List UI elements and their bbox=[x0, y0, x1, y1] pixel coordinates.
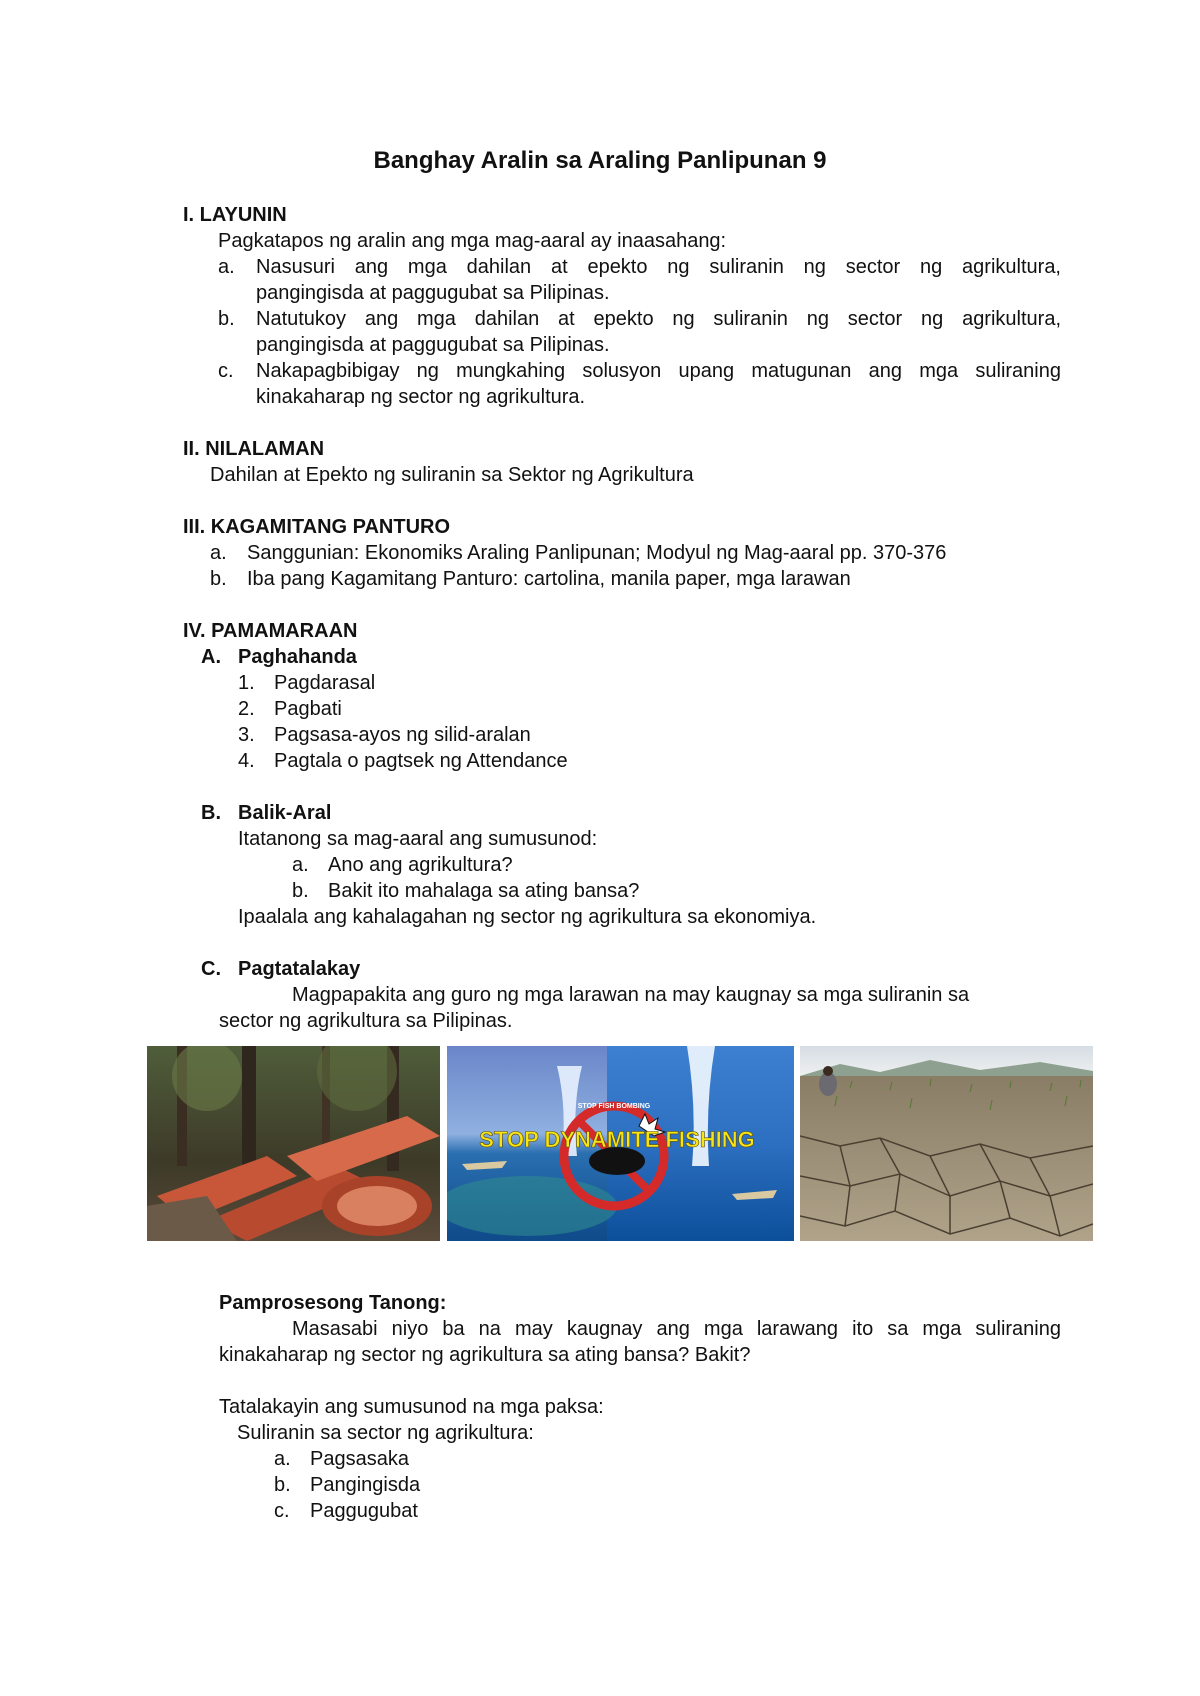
pagtatalakay-text: Magpapakita ang guro ng mga larawan na may kaugnay sa mga suliranin sa bbox=[292, 984, 970, 1006]
list-item: Pagtala o pagtsek ng Attendance bbox=[274, 750, 568, 772]
banner-text: STOP DYNAMITE FISHING bbox=[479, 1127, 755, 1152]
list-item: Bakit ito mahalaga sa ating bansa? bbox=[328, 880, 640, 902]
photo-drought-farmland bbox=[800, 1046, 1093, 1241]
list-item: Pangingisda bbox=[310, 1474, 421, 1496]
list-item-continued: pangingisda at paggugubat sa Pilipinas. bbox=[256, 282, 610, 304]
list-marker: 1. bbox=[238, 672, 255, 694]
section-heading-layunin: I. LAYUNIN bbox=[183, 204, 287, 226]
list-marker: a. bbox=[210, 542, 227, 564]
subsection-heading-balik-aral: Balik-Aral bbox=[238, 802, 332, 824]
list-marker: 2. bbox=[238, 698, 255, 720]
nilalaman-text: Dahilan at Epekto ng suliranin sa Sektor ng Agrikultura bbox=[210, 464, 694, 486]
list-item-continued: pangingisda at paggugubat sa Pilipinas. bbox=[256, 334, 610, 356]
list-marker: a. bbox=[274, 1448, 291, 1470]
list-marker: 4. bbox=[238, 750, 255, 772]
balik-aral-note: Ipaalala ang kahalagahan ng sector ng agrikultura sa ekonomiya. bbox=[238, 906, 817, 928]
list-item: Natutukoy ang mga dahilan at epekto ng suliranin ng sector ng agrikultura, bbox=[256, 308, 1061, 330]
list-item: Nakapagbibigay ng mungkahing solusyon upang matugunan ang mga suliraning bbox=[256, 360, 1061, 382]
list-item: Pagdarasal bbox=[274, 672, 376, 694]
list-item: Pagsasa-ayos ng silid-aralan bbox=[274, 724, 531, 746]
pagtatalakay-text-continued: sector ng agrikultura sa Pilipinas. bbox=[219, 1010, 513, 1032]
talakayin-intro: Tatalakayin ang sumusunod na mga paksa: bbox=[219, 1396, 604, 1418]
list-marker: a. bbox=[292, 854, 309, 876]
pamprosesong-tanong-text-continued: kinakaharap ng sector ng agrikultura sa ating bansa? Bakit? bbox=[219, 1344, 751, 1366]
subsection-heading-paghahanda: Paghahanda bbox=[238, 646, 357, 668]
subsection-marker: C. bbox=[201, 958, 221, 980]
list-item: Ano ang agrikultura? bbox=[328, 854, 513, 876]
badge-text: STOP FISH BOMBING bbox=[577, 1103, 651, 1110]
pamprosesong-tanong-heading: Pamprosesong Tanong: bbox=[219, 1292, 447, 1314]
list-marker: b. bbox=[292, 880, 309, 902]
section-heading-kagamitan: III. KAGAMITANG PANTURO bbox=[183, 516, 451, 538]
list-marker: c. bbox=[218, 360, 234, 382]
list-item: Nasusuri ang mga dahilan at epekto ng suliranin ng sector ng agrikultura, bbox=[256, 256, 1061, 278]
talakayin-sub: Suliranin sa sector ng agrikultura: bbox=[237, 1422, 534, 1444]
pamprosesong-tanong-text: Masasabi niyo ba na may kaugnay ang mga larawang ito sa mga suliraning bbox=[292, 1318, 1061, 1340]
list-marker: a. bbox=[218, 256, 235, 278]
subsection-marker: A. bbox=[201, 646, 221, 668]
list-item: Paggugubat bbox=[310, 1500, 418, 1522]
list-marker: b. bbox=[218, 308, 235, 330]
list-item: Pagsasaka bbox=[310, 1448, 409, 1470]
list-item: Sanggunian: Ekonomiks Araling Panlipunan; Modyul ng Mag-aaral pp. 370-376 bbox=[247, 542, 947, 564]
balik-aral-intro: Itatanong sa mag-aaral ang sumusunod: bbox=[238, 828, 598, 850]
list-marker: b. bbox=[274, 1474, 291, 1496]
list-item: Pagbati bbox=[274, 698, 342, 720]
photo-deforestation bbox=[147, 1046, 440, 1241]
page-title: Banghay Aralin sa Araling Panlipunan 9 bbox=[373, 147, 827, 174]
section-heading-nilalaman: II. NILALAMAN bbox=[183, 438, 325, 460]
subsection-heading-pagtatalakay: Pagtatalakay bbox=[238, 958, 361, 980]
section-heading-pamamaraan: IV. PAMAMARAAN bbox=[183, 620, 358, 642]
list-marker: b. bbox=[210, 568, 227, 590]
list-marker: c. bbox=[274, 1500, 290, 1522]
photo-dynamite-fishing bbox=[447, 1046, 794, 1241]
layunin-intro: Pagkatapos ng aralin ang mga mag-aaral ay inaasahang: bbox=[218, 230, 727, 252]
list-item: Iba pang Kagamitang Panturo: cartolina, manila paper, mga larawan bbox=[247, 568, 851, 590]
subsection-marker: B. bbox=[201, 802, 221, 824]
list-item-continued: kinakaharap ng sector ng agrikultura. bbox=[256, 386, 586, 408]
list-marker: 3. bbox=[238, 724, 255, 746]
